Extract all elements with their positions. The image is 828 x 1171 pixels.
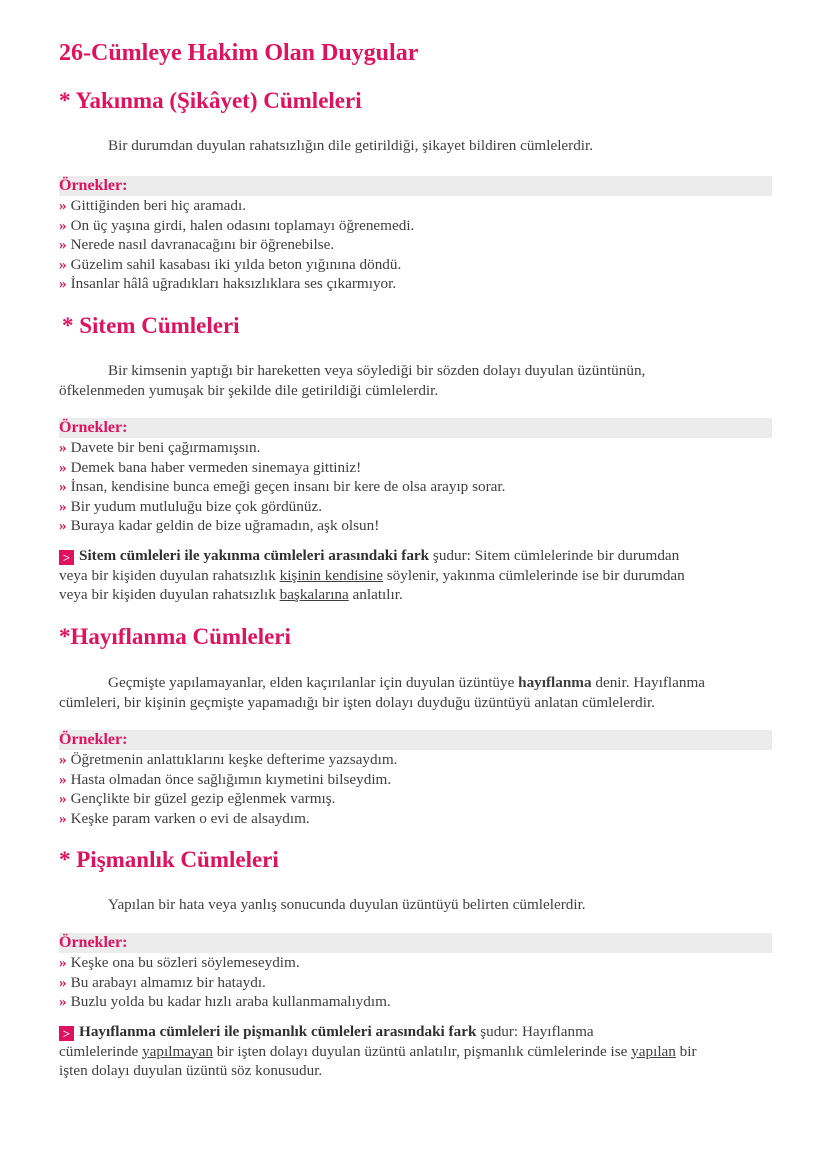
definition-sitem: Bir kimsenin yaptığı bir hareketten veya söylediği bir sözden dolayı duyulan üzüntünün, öfkelenmeden yumuşak bir şekilde dile getirildiği cümlelerdir. bbox=[59, 362, 646, 399]
bullet-icon: » bbox=[59, 255, 67, 273]
list-item: » Demek bana haber vermeden sinemaya gittiniz! bbox=[59, 458, 362, 476]
list-item: » Keşke ona bu sözleri söylemeseydim. bbox=[59, 954, 300, 971]
bullet-icon: » bbox=[59, 458, 67, 476]
bullet-icon: » bbox=[59, 809, 67, 827]
list-item: » Bir yudum mutluluğu bize çok gördünüz. bbox=[59, 497, 322, 515]
list-item: » Keşke param varken o evi de alsaydım. bbox=[59, 809, 310, 827]
difference-note-sitem: > Sitem cümleleri ile yakınma cümleleri arasındaki fark şudur: Sitem cümlelerinde bir durumdan veya bir kişiden duyulan rahatsızlık kişinin kendisine söylenir, yakınma cümlelerinde ise bir durumdan veya bir kişiden duyulan rahatsızlık başkalarına anlatılır. bbox=[59, 547, 685, 603]
section-title-yakinma: * Yakınma (Şikâyet) Cümleleri bbox=[59, 88, 362, 113]
list-item: » Güzelim sahil kasabası iki yılda beton yığınına döndü. bbox=[59, 255, 402, 273]
document-title: 26-Cümleye Hakim Olan Duygular bbox=[59, 40, 419, 66]
examples-bar bbox=[59, 176, 772, 196]
list-item: » Bu arabayı almamız bir hataydı. bbox=[59, 973, 266, 991]
bullet-icon: » bbox=[59, 216, 67, 234]
section-title-hayiflanma: *Hayıflanma Cümleleri bbox=[59, 624, 291, 649]
list-item: » Gittiğinden beri hiç aramadı. bbox=[59, 197, 247, 214]
bullet-icon: » bbox=[59, 751, 67, 768]
examples-list-pismanlik bbox=[59, 953, 391, 1012]
examples-label: Örnekler: bbox=[59, 177, 128, 194]
examples-bar bbox=[59, 730, 772, 750]
list-item: » Buraya kadar geldin de bize uğramadın, aşk olsun! bbox=[59, 517, 380, 534]
section-title-pismanlik: * Pişmanlık Cümleleri bbox=[59, 847, 279, 872]
bullet-icon: » bbox=[59, 275, 67, 292]
list-item: » Davete bir beni çağırmamışsın. bbox=[59, 439, 261, 456]
list-item: » Öğretmenin anlattıklarını keşke defterime yazsaydım. bbox=[59, 751, 398, 768]
list-item: » Buzlu yolda bu kadar hızlı araba kullanmamalıydım. bbox=[59, 993, 391, 1010]
examples-label: Örnekler: bbox=[59, 419, 128, 436]
bullet-icon: » bbox=[59, 517, 67, 534]
examples-label: Örnekler: bbox=[59, 934, 128, 951]
examples-label: Örnekler: bbox=[59, 731, 128, 748]
bullet-icon: » bbox=[59, 478, 67, 495]
definition-yakinma: Bir durumdan duyulan rahatsızlığın dile getirildiği, şikayet bildiren cümlelerdir. bbox=[108, 137, 594, 154]
bullet-icon: » bbox=[59, 790, 67, 807]
list-item: » On üç yaşına girdi, halen odasını toplamayı öğrenemedi. bbox=[59, 216, 415, 234]
section-title-sitem: * Sitem Cümleleri bbox=[62, 313, 240, 338]
list-item: » Hasta olmadan önce sağlığımın kıymetini bilseydim. bbox=[59, 770, 392, 788]
arrow-marker-icon: > bbox=[59, 1026, 74, 1041]
list-item: » İnsanlar hâlâ uğradıkları haksızlıklara ses çıkarmıyor. bbox=[59, 275, 397, 292]
bullet-icon: » bbox=[59, 439, 67, 456]
bullet-icon: » bbox=[59, 973, 67, 991]
arrow-marker-icon: > bbox=[59, 550, 74, 565]
examples-list-yakinma bbox=[59, 196, 414, 294]
examples-bar bbox=[59, 933, 772, 953]
bullet-icon: » bbox=[59, 954, 67, 971]
bullet-icon: » bbox=[59, 197, 67, 214]
bullet-icon: » bbox=[59, 236, 67, 253]
examples-bar bbox=[59, 418, 772, 438]
bullet-icon: » bbox=[59, 770, 67, 788]
definition-pismanlik: Yapılan bir hata veya yanlış sonucunda duyulan üzüntüyü belirten cümlelerdir. bbox=[108, 896, 586, 913]
examples-list-sitem bbox=[59, 438, 505, 536]
definition-hayiflanma: Geçmişte yapılamayanlar, elden kaçırılanlar için duyulan üzüntüye hayıflanma denir. Hayıflanma cümleleri, bir kişinin geçmişte yapamadığı bir işten dolayı duyduğu üzüntüyü anlatan cümlelerdir. bbox=[59, 674, 706, 711]
examples-list-hayiflanma bbox=[59, 750, 397, 828]
bullet-icon: » bbox=[59, 993, 67, 1010]
list-item: » Nerede nasıl davranacağını bir öğrenebilse. bbox=[59, 236, 335, 253]
bullet-icon: » bbox=[59, 497, 67, 515]
list-item: » Gençlikte bir güzel gezip eğlenmek varmış. bbox=[59, 790, 336, 807]
list-item: » İnsan, kendisine bunca emeği geçen insanı bir kere de olsa arayıp sorar. bbox=[59, 478, 506, 495]
difference-note-pismanlik: > Hayıflanma cümleleri ile pişmanlık cümleleri arasındaki fark şudur: Hayıflanma cümlelerinde yapılmayan bir işten dolayı duyulan üzüntü anlatılır, pişmanlık cümlelerinde ise yapılan bir işten dolayı duyulan üzüntü söz konusudur. bbox=[59, 1023, 697, 1079]
